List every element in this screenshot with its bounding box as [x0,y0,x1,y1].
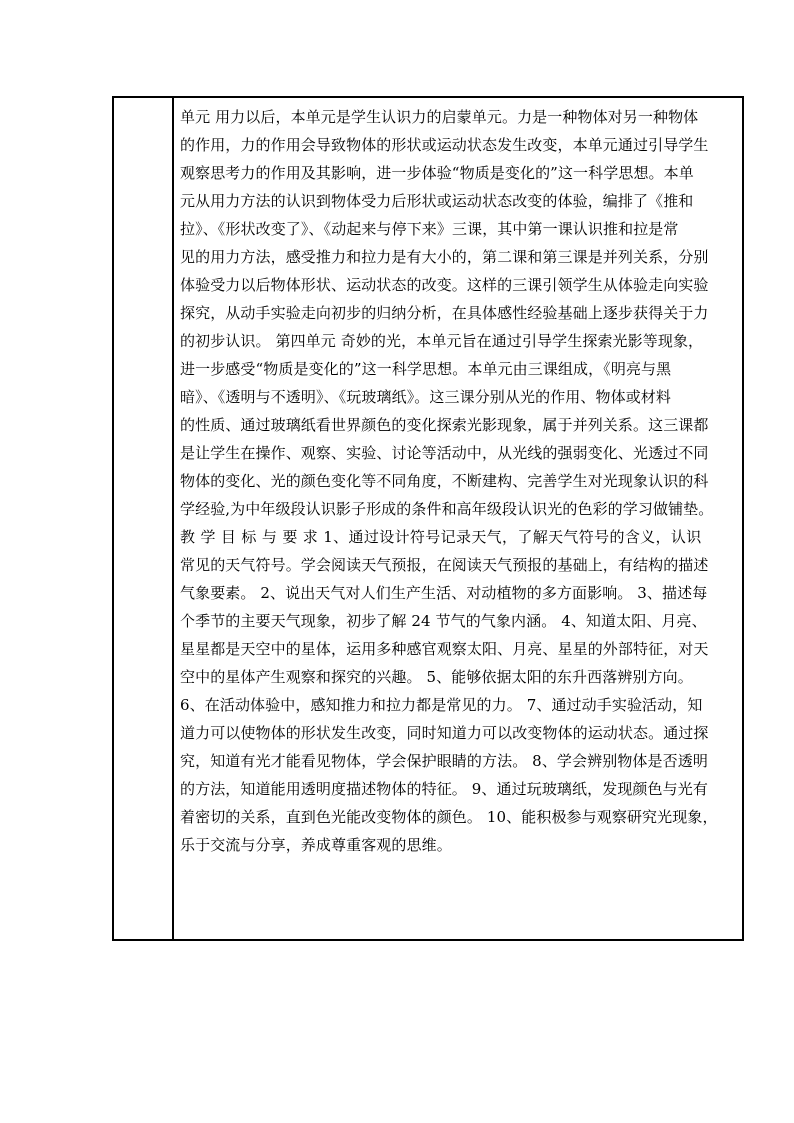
text-line: 单元 用力以后，本单元是学生认识力的启蒙单元。力是一种物体对另一种物体 [180,108,699,126]
text-line: 个季节的主要天气现象，初步了解 24 节气的气象内涵。 4、知道太阳、月亮、 [180,612,707,630]
text-line: 元从用力方法的认识到物体受力后形状或运动状态改变的体验，编排了《推和 [180,192,694,210]
text-line: 6、在活动体验中，感知推力和拉力都是常见的力。 7、通过动手实验活动，知 [180,696,703,714]
table-content-cell [174,98,742,939]
text-line: 的作用，力的作用会导致物体的形状或运动状态发生改变，本单元通过引导学生 [180,136,709,154]
content-table [112,96,744,941]
text-line: 乐于交流与分享，养成尊重客观的思维。 [180,836,452,854]
text-line: 的性质、通过玻璃纸看世界颜色的变化探索光影现象，属于并列关系。这三课都 [180,416,709,434]
text-line: 观察思考力的作用及其影响，进一步体验“物质是变化的”这一科学思想。本单 [180,164,694,182]
text-line: 拉》、《形状改变了》、《动起来与停下来》三课，其中第一课认识推和拉是常 [180,220,679,238]
text-line: 的方法，知道能用透明度描述物体的特征。 9、通过玩玻璃纸，发现颜色与光有 [180,780,708,798]
text-line: 的初步认识。 第四单元 奇妙的光，本单元旨在通过引导学生探索光影等现象， [180,332,704,350]
text-line: 教 学 目 标 与 要 求 1、通过设计符号记录天气，了解天气符号的含义，认识 [180,528,702,546]
text-line: 见的用力方法，感受推力和拉力是有大小的，第二课和第三课是并列关系，分别 [180,248,709,266]
text-line: 星星都是天空中的星体，运用多种感官观察太阳、月亮、星星的外部特征，对天 [180,640,709,658]
text-line: 道力可以使物体的形状发生改变，同时知道力可以改变物体的运动状态。通过探 [180,724,709,742]
text-line: 体验受力以后物体形状、运动状态的改变。这样的三课引领学生从体验走向实验 [180,276,709,294]
text-line: 进一步感受“物质是变化的”这一科学思想。本单元由三课组成，《明亮与黑 [180,360,672,378]
text-line: 空中的星体产生观察和探究的兴趣。 5、能够依据太阳的东升西落辨别方向。 [180,668,693,686]
text-line: 着密切的关系，直到色光能改变物体的颜色。 10、能积极参与观察研究光现象， [180,808,718,826]
text-line: 探究，从动手实验走向初步的归纳分析，在具体感性经验基础上逐步获得关于力 [180,304,709,322]
text-line: 常见的天气符号。学会阅读天气预报，在阅读天气预报的基础上，有结构的描述 [180,556,709,574]
text-line: 物体的变化、光的颜色变化等不同角度，不断建构、完善学生对光现象认识的科 [180,472,709,490]
text-line: 究，知道有光才能看见物体，学会保护眼睛的方法。 8、学会辨别物体是否透明 [180,752,708,770]
text-line: 学经验,为中年级段认识影子形成的条件和高年级段认识光的色彩的学习做铺垫。 [180,500,714,518]
table-label-cell [114,98,174,939]
text-line: 是让学生在操作、观察、实验、讨论等活动中，从光线的强弱变化、光透过不同 [180,444,709,462]
text-line: 暗》、《透明与不透明》、《玩玻璃纸》。这三课分别从光的作用、物体或材料 [180,388,672,406]
text-line: 气象要素。 2、说出天气对人们生产生活、对动植物的多方面影响。 3、描述每 [180,584,708,602]
